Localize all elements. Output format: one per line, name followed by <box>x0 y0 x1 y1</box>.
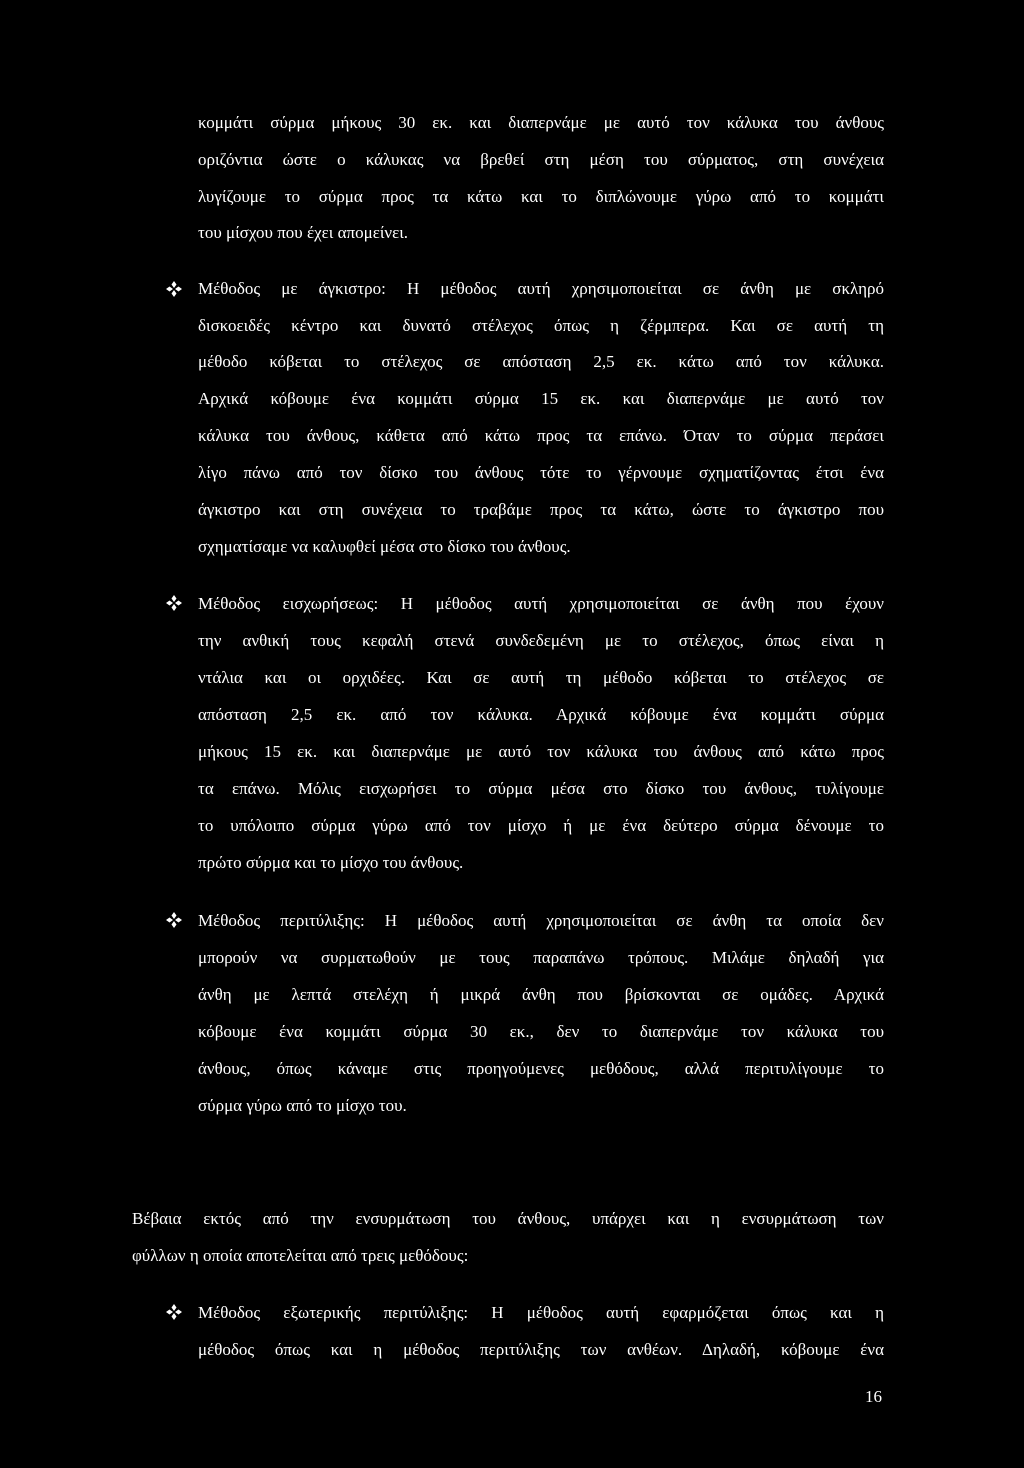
text-line: Μέθοδος περιτύλιξης: Η μέθοδος αυτή χρησιμοποιείται σε άνθη τα οποία δεν <box>198 911 884 930</box>
text-line: οριζόντια ώστε ο κάλυκας να βρεθεί στη μέση του σύρματος, στη συνέχεια <box>198 150 884 169</box>
text-line: κόβουμε ένα κομμάτι σύρμα 30 εκ., δεν το διαπερνάμε τον κάλυκα του <box>198 1022 884 1041</box>
diamond-four-dots-icon <box>165 911 183 929</box>
text-line: Μέθοδος με άγκιστρο: Η μέθοδος αυτή χρησιμοποιείται σε άνθη με σκληρό <box>198 279 884 298</box>
text-line: λυγίζουμε το σύρμα προς τα κάτω και το διπλώνουμε γύρω από το κομμάτι <box>198 187 884 206</box>
text-line: την ανθική τους κεφαλή στενά συνδεδεμένη με το στέλεχος, όπως είναι η <box>198 631 884 650</box>
text-line: σχηματίσαμε να καλυφθεί μέσα στο δίσκο του άνθους. <box>198 537 571 556</box>
text-line: ντάλια και οι ορχιδέες. Και σε αυτή τη μέθοδο κόβεται το στέλεχος σε <box>198 668 884 687</box>
text-line: Μέθοδος εισχωρήσεως: Η μέθοδος αυτή χρησιμοποιείται σε άνθη που έχουν <box>198 594 884 613</box>
text-line: Μέθοδος εξωτερικής περιτύλιξης: Η μέθοδος αυτή εφαρμόζεται όπως και η <box>198 1303 884 1322</box>
text-line: μπορούν να συρματωθούν με τους παραπάνω τρόπους. Μιλάμε δηλαδή για <box>198 948 884 967</box>
text-line: μήκους 15 εκ. και διαπερνάμε με αυτό τον κάλυκα του άνθους από κάτω προς <box>198 742 884 761</box>
text-line: του μίσχου που έχει απομείνει. <box>198 223 409 242</box>
diamond-four-dots-icon <box>165 594 183 612</box>
text-line: άνθους, όπως κάναμε στις προηγούμενες μεθόδους, αλλά περιτυλίγουμε το <box>198 1059 884 1078</box>
text-line: άνθη με λεπτά στελέχη ή μικρά άνθη που βρίσκονται σε ομάδες. Αρχικά <box>198 985 884 1004</box>
text-line: κάλυκα του άνθους, κάθετα από κάτω προς τα επάνω. Όταν το σύρμα περάσει <box>198 426 884 445</box>
text-line: φύλλων η οποία αποτελείται από τρεις μεθόδους: <box>132 1246 469 1265</box>
text-line: Αρχικά κόβουμε ένα κομμάτι σύρμα 15 εκ. και διαπερνάμε με αυτό τον <box>198 389 884 408</box>
text-line: Βέβαια εκτός από την ενσυρμάτωση του άνθους, υπάρχει και η ενσυρμάτωση των <box>132 1209 884 1228</box>
text-line: τα επάνω. Μόλις εισχωρήσει το σύρμα μέσα στο δίσκο του άνθους, τυλίγουμε <box>198 779 884 798</box>
text-line: το υπόλοιπο σύρμα γύρω από τον μίσχο ή με ένα δεύτερο σύρμα δένουμε το <box>198 816 884 835</box>
page-number: 16 <box>865 1387 882 1406</box>
text-line: άγκιστρο και στη συνέχεια το τραβάμε προς τα κάτω, ώστε το άγκιστρο που <box>198 500 884 519</box>
text-line: δισκοειδές κέντρο και δυνατό στέλεχος όπως η ζέρμπερα. Και σε αυτή τη <box>198 316 884 335</box>
diamond-four-dots-icon <box>165 280 183 298</box>
text-line: σύρμα γύρω από το μίσχο του. <box>198 1096 407 1115</box>
text-line: λίγο πάνω από τον δίσκο του άνθους τότε το γέρνουμε σχηματίζοντας έτσι ένα <box>198 463 884 482</box>
text-line: μέθοδος όπως και η μέθοδος περιτύλιξης των ανθέων. Δηλαδή, κόβουμε ένα <box>198 1340 884 1359</box>
text-line: πρώτο σύρμα και το μίσχο του άνθους. <box>198 853 464 872</box>
diamond-four-dots-icon <box>165 1303 183 1321</box>
text-line: μέθοδο κόβεται το στέλεχος σε απόσταση 2,5 εκ. κάτω από τον κάλυκα. <box>198 352 884 371</box>
text-line: απόσταση 2,5 εκ. από τον κάλυκα. Αρχικά κόβουμε ένα κομμάτι σύρμα <box>198 705 884 724</box>
text-line: κομμάτι σύρμα μήκους 30 εκ. και διαπερνάμε με αυτό τον κάλυκα του άνθους <box>198 113 884 132</box>
